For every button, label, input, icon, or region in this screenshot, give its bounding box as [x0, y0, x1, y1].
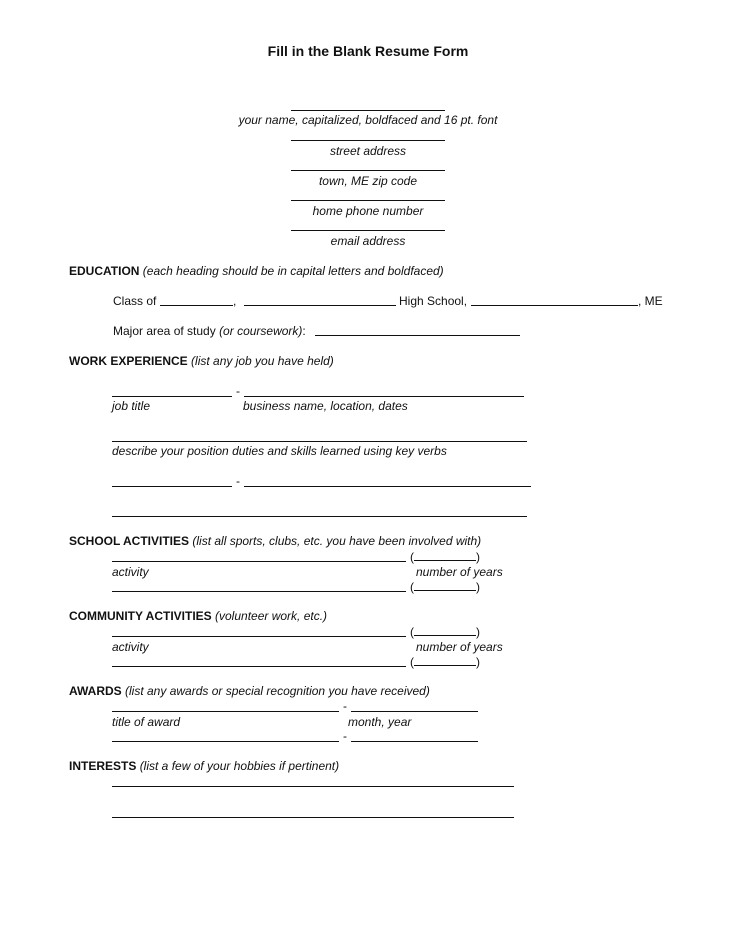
interests-line-1[interactable]	[112, 786, 514, 787]
interests-section-heading	[69, 759, 339, 773]
award-title-line-2[interactable]	[112, 741, 339, 742]
community-section-heading	[69, 609, 327, 623]
school-activity-line-1[interactable]	[112, 561, 406, 562]
years-blank[interactable]	[414, 549, 476, 561]
school-activity-line-2[interactable]	[112, 591, 406, 592]
community-activity-line-2[interactable]	[112, 666, 406, 667]
street-line[interactable]	[291, 140, 445, 141]
school-activity-hint: activity	[112, 565, 149, 579]
street-hint: street address	[329, 144, 407, 158]
town-school-line[interactable]	[471, 305, 638, 306]
phone-hint: home phone number	[312, 204, 424, 218]
community-note: (volunteer work, etc.)	[215, 609, 328, 623]
email-hint: email address	[330, 234, 406, 248]
phone-line[interactable]	[291, 200, 445, 201]
town-line[interactable]	[291, 170, 445, 171]
dash-2: -	[236, 474, 240, 488]
education-note: (each heading should be in capital letters and boldfaced)	[142, 264, 444, 278]
paren-open: (	[410, 580, 414, 594]
paren-open: (	[410, 550, 414, 564]
award-title-hint: title of award	[112, 715, 181, 729]
community-years-2[interactable]	[410, 654, 480, 669]
comma-separator: ,	[233, 294, 237, 308]
years-blank[interactable]	[414, 654, 476, 666]
award-title-line-1[interactable]	[112, 711, 339, 712]
years-blank[interactable]	[414, 624, 476, 636]
years-blank[interactable]	[414, 579, 476, 591]
community-years-hint: number of years	[416, 640, 503, 654]
business-line-1[interactable]	[244, 396, 524, 397]
state-label: , ME	[638, 294, 663, 308]
award-date-line-1[interactable]	[351, 711, 478, 712]
interests-heading: INTERESTS	[69, 759, 137, 773]
school-heading: SCHOOL ACTIVITIES	[69, 534, 190, 548]
paren-close: )	[476, 580, 480, 594]
awards-heading: AWARDS	[69, 684, 122, 698]
describe-hint: describe your position duties and skills learned using key verbs	[112, 444, 447, 458]
award-dash-1: -	[343, 699, 347, 713]
high-school-line[interactable]	[244, 305, 396, 306]
major-line[interactable]	[315, 335, 520, 336]
high-school-label: High School,	[399, 294, 468, 308]
class-year-line[interactable]	[160, 305, 233, 306]
work-section-heading	[69, 354, 334, 368]
class-of-label: Class of	[113, 294, 157, 308]
name-line[interactable]	[291, 110, 445, 111]
email-line[interactable]	[291, 230, 445, 231]
school-section-heading	[69, 534, 481, 548]
interests-note: (list a few of your hobbies if pertinent)	[139, 759, 340, 773]
award-date-line-2[interactable]	[351, 741, 478, 742]
paren-close: )	[476, 655, 480, 669]
describe-line-2[interactable]	[112, 516, 527, 517]
award-dash-2: -	[343, 729, 347, 743]
community-heading: COMMUNITY ACTIVITIES	[69, 609, 212, 623]
business-hint: business name, location, dates	[243, 399, 408, 413]
education-section-heading	[69, 264, 444, 278]
job-title-line-1[interactable]	[112, 396, 232, 397]
major-colon: :	[302, 324, 306, 338]
major-label-group	[113, 324, 306, 338]
community-activity-line-1[interactable]	[112, 636, 406, 637]
awards-note: (list any awards or special recognition you have received)	[125, 684, 430, 698]
interests-line-2[interactable]	[112, 817, 514, 818]
paren-close: )	[476, 625, 480, 639]
page-title: Fill in the Blank Resume Form	[267, 43, 469, 59]
award-date-hint: month, year	[348, 715, 412, 729]
community-activity-hint: activity	[112, 640, 149, 654]
school-note: (list all sports, clubs, etc. you have been involved with)	[192, 534, 482, 548]
describe-line-1[interactable]	[112, 441, 527, 442]
education-heading: EDUCATION	[69, 264, 140, 278]
work-note: (list any job you have held)	[191, 354, 334, 368]
dash-1: -	[236, 384, 240, 398]
school-years-1[interactable]	[410, 549, 480, 564]
awards-section-heading	[69, 684, 430, 698]
job-title-line-2[interactable]	[112, 486, 232, 487]
job-title-hint: job title	[112, 399, 151, 413]
school-years-2[interactable]	[410, 579, 480, 594]
work-heading: WORK EXPERIENCE	[69, 354, 188, 368]
name-hint: your name, capitalized, boldfaced and 16 pt. font	[238, 113, 498, 127]
paren-open: (	[410, 655, 414, 669]
business-line-2[interactable]	[244, 486, 531, 487]
paren-open: (	[410, 625, 414, 639]
major-label: Major area of study	[113, 324, 216, 338]
paren-close: )	[476, 550, 480, 564]
community-years-1[interactable]	[410, 624, 480, 639]
town-hint: town, ME zip code	[318, 174, 418, 188]
school-years-hint: number of years	[416, 565, 503, 579]
major-note: (or coursework)	[219, 324, 303, 338]
